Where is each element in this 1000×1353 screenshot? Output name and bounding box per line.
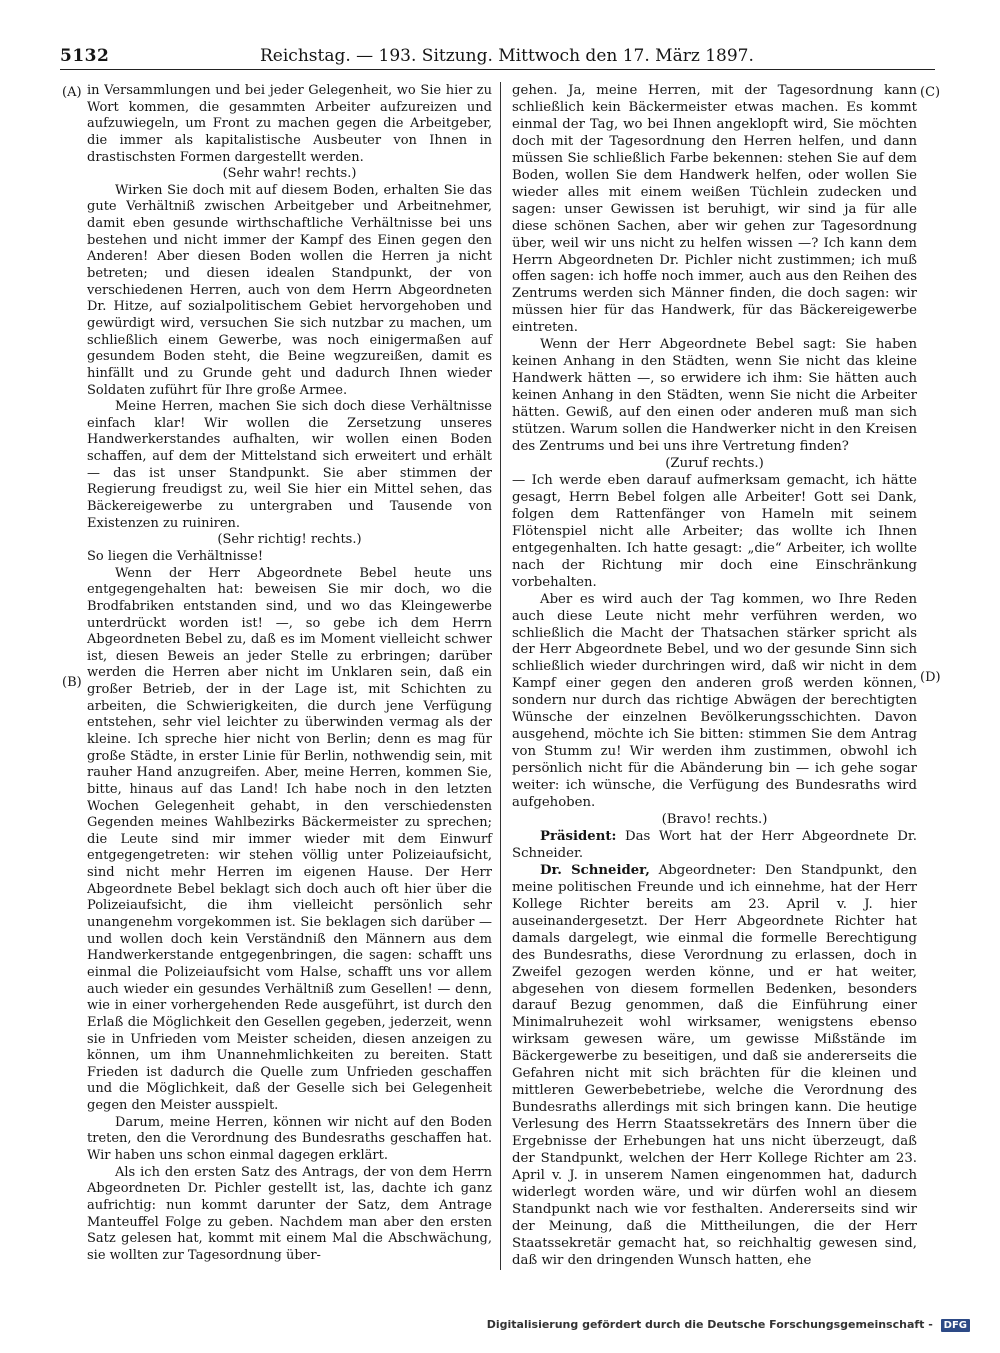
paragraph: Wirken Sie doch mit auf diesem Boden, erhalten Sie das gute Verhältniß zwischen Arbeitgeber und Arbeitnehmer, damit eben gesunde wirthschaftliche Verhältnisse bei uns bestehen und nicht immer der Kampf des Einen gegen den Anderen! Aber diesen Boden wollen die Herren ja nicht betreten; und diesen idealen Standpunkt, der von verschiedenen Herren, auch von dem Herrn Abgeordneten Dr. Hitze, auf sozialpolitischem Gebiet hervorgehoben und gewürdigt wird, versuchen Sie sich nutzbar zu machen, um schließlich einem Gewerbe, was noch einigermaßen auf gesundem Boden steht, die Beine wegzureißen, damit es hinfällt und zu Grunde geht und dadurch Ihnen wieder Soldaten zuführt für Ihre große Armee. (87, 182, 492, 398)
page-number: 5132 (60, 46, 110, 66)
speech-paragraph (512, 829, 917, 863)
paragraph: — Ich werde eben darauf aufmerksam gemacht, ich hätte gesagt, Herrn Bebel folgen alle Arbeiter! Gott sei Dank, folgen dem Rattenfänger von Hameln mit seinem Flötenspiel nicht alle Arbeiter; das wollte ich Ihnen entgegenhalten. Ich hatte gesagt: „die“ Arbeiter, ich wollte nach der Richtung mir doch eine Einschränkung vorbehalten. (512, 472, 917, 590)
speaker-name: Präsident: (540, 828, 617, 844)
paragraph: in Versammlungen und bei jeder Gelegenheit, wo Sie hier zu Wort kommen, die gesammten Arbeiter aufzureizen und aufzuwiegeln, um Front zu machen gegen die Arbeitgeber, die immer als kapitalistische Ausbeuter von Ihnen in drastischsten Formen dargestellt werden. (87, 83, 492, 165)
margin-marker-b: (B) (62, 675, 82, 690)
paragraph: Als ich den ersten Satz des Antrags, der von dem Herrn Abgeordneten Dr. Pichler gestellt ist, las, dachte ich ganz aufrichtig: nun kommt darunter der Satz, dem Antrage Manteuffel Folge zu geben. Nachdem man aber den ersten Satz gelesen hat, kommt mit einem Mal die Abschwächung, sie wollten zur Tagesordnung über- (87, 1164, 492, 1263)
interjection: (Bravo! rechts.) (661, 811, 768, 827)
speech-text: Das Wort hat der Herr Abgeordnete Dr. Schneider. (512, 828, 917, 861)
paragraph: Meine Herren, machen Sie sich doch diese Verhältnisse einfach klar! Wir wollen die Zersetzung unseres Handwerkerstandes aufhalten, wir wollen einen Boden schaffen, auf dem der Mittelstand sich erweitert und erhält — das ist unser Standpunkt. Sie aber stimmen der Regierung freudigst zu, weil Sie hier ein Mittel sehen, das Bäckereigewerbe zu untergraben und Tausende von Existenzen zu ruiniren. (87, 399, 492, 531)
paragraph: Wenn der Herr Abgeordnete Bebel heute uns entgegengehalten hat: beweisen Sie mir doch, wo die Brodfabriken entstanden sind, und wo das Kleingewerbe unterdrückt worden ist! —, so gebe ich dem Herrn Abgeordneten Bebel zu, daß es im Moment vielleicht schwer ist, diesen Beweis an jeder Stelle zu erbringen; darüber werden die Herren aber nicht im Unklaren sein, daß ein großer Betrieb, der in der Lage ist, mit Schichten zu arbeiten, die Schwierigkeiten, die durch jene Verfügung entstehen, sehr viel leichter zu überwinden vermag als der kleine. Ich spreche hier nicht von Berlin; denn es mag für große Städte, in erster Linie für Berlin, nothwendig sein, mit rauher Hand anzugreifen. Aber, meine Herren, kommen Sie, bitte, hinaus auf das Land! Ich habe noch in den letzten Wochen Gelegenheit gehabt, in den verschiedensten Gegenden meines Wahlbezirks Bäckermeister zu sprechen; die Leute sind mir immer wieder mit dem Einwurf entgegengetreten: wir stehen völlig unter Polizeiaufsicht, sind nicht mehr Herren im eigenen Hause. Der Herr Abgeordnete Bebel beklagt sich doch auch oft hier über die Polizeiaufsicht, die ihm vielleicht persönlich sehr unangenehm vorgekommen ist. Sie beklagen sich darüber — und wollen doch kein Verständniß den Männern aus dem Handwerkerstande entgegenbringen, die sagen: schafft uns einmal die Polizeiaufsicht vom Halse, schafft uns vor allem auch wieder ein gesundes Verhältniß zum Gesellen! — denn, wie in einer vorhergehenden Rede ausgeführt, ist durch den Erlaß die Möglichkeit den Gesellen gegeben, jederzeit, wenn sie in Unfrieden vom Meister scheiden, diesen anzeigen zu können, um ihm Unannehmlichkeiten zu bereiten. Statt Frieden ist dadurch die Quelle zum Unfrieden geschaffen und die Möglichkeit, daß der Geselle sich bei Gelegenheit gegen den Meister ausspielt. (87, 565, 492, 1114)
paragraph: So liegen die Verhältnisse! (87, 548, 264, 564)
speech-text: Abgeordneter: Den Standpunkt, den meine politischen Freunde und ich einnehme, hat der Herr Kollege Richter bereits am 23. April v. J. hier auseinandergesetzt. Der Herr Abgeordnete Richter hat damals dargelegt, wie einmal die formelle Berechtigung des Bundesraths, diese Verordnung zu erlassen, doch in Zweifel gezogen werden könne, und er hat weiter, abgesehen von diesem formellen Bedenken, besonders darauf Bezug genommen, daß die Einführung einer Minimalruhezeit wohl wirksamer, wenigstens ebenso wirksam gewesen wäre, um gewisse Mißstände im Bäckergewerbe zu beseitigen, und daß sie andererseits die Gefahren nicht mit sich brächten für die kleinen und mittleren Gewerbebetriebe, welche die Verordnung des Bundesraths allerdings mit sich bringen kann. Die heutige Verlesung des Herrn Staatssekretärs des Innern über die Ergebnisse der Erhebungen hat uns nicht überzeugt, daß der Standpunkt, welchen der Herr Kollege Richter am 23. April v. J. in unserem Namen eingenommen hat, dadurch widerlegt worden wäre, und wir dürfen wohl an diesem Standpunkt nach wie vor festhalten. Andererseits sind wir der Meinung, daß die Mittheilungen, die der Herr Staatssekretär gemacht hat, so reichhaltig gewesen sind, daß wir den dringenden Wunsch hatten, ehe (512, 862, 918, 1268)
speaker-name: Dr. Schneider, (540, 862, 650, 878)
interjection: (Sehr richtig! rechts.) (217, 532, 362, 548)
right-column (512, 83, 917, 1270)
paragraph: Darum, meine Herren, können wir nicht auf den Boden treten, den die Verordnung des Bundesraths geschaffen hat. Wir haben uns schon einmal dagegen erklärt. (87, 1114, 492, 1163)
margin-marker-d: (D) (920, 670, 941, 685)
paragraph: Wenn der Herr Abgeordnete Bebel sagt: Sie haben keinen Anhang in den Städten, wenn Sie nicht das kleine Handwerk hätten —, so erwidere ich ihm: Sie hätten auch keinen Anhang in den Städten, wenn Sie nicht die Arbeiter hätten. Gewiß, auf den einen oder anderen muß man sich stützen. Warum sollen die Handwerker nicht in den Kreisen des Zentrums und bei uns ihre Vertretung finden? (512, 337, 917, 455)
dfg-logo-icon: DFG (941, 1319, 970, 1332)
column-divider (500, 82, 501, 1270)
paragraph: Aber es wird auch der Tag kommen, wo Ihre Reden auch diese Leute nicht mehr verführen werden, wo schließlich die Macht der Thatsachen stärker spricht als der Herr Abgeordnete Bebel, und wo der gesunde Sinn sich schließlich wieder durchringen wird, daß wir nicht in dem Kampf einer gegen den anderen groß werden können, sondern nur durch das richtige Abwägen der berechtigten Wünsche der einzelnen Bevölkerungsschichten. Davon ausgehend, möchte ich Sie bitten: stimmen Sie dem Antrag von Stumm zu! Wir werden ihm zustimmen, obwohl ich persönlich nicht für die Abänderung bin — ich gehe sogar weiter: ich wünsche, die Verfügung des Bundesraths wird aufgehoben. (512, 591, 917, 811)
interjection: (Zuruf rechts.) (665, 455, 764, 471)
running-title: Reichstag. — 193. Sitzung. Mittwoch den 17. März 1897. (260, 46, 754, 66)
margin-marker-c: (C) (920, 85, 941, 100)
speech-paragraph (512, 863, 917, 1270)
header-rule (60, 69, 935, 70)
paragraph: gehen. Ja, meine Herren, mit der Tagesordnung kann schließlich kein Bäckermeister etwas machen. Es kommt einmal der Tag, wo bei Ihnen angeklopft wird, Sie möchten doch mit der Tagesordnung den Herren helfen, und dann müssen Sie schließlich Farbe bekennen: stehen Sie auf dem Boden, wollen Sie dem Handwerk helfen, oder wollen Sie wieder alles mit einem weißen Tüchlein zudecken und sagen: unser Gewissen ist beruhigt, wir sind ja für alle diese schönen Sachen, aber wir gehen zur Tagesordnung über, weil wir uns nicht zu helfen wissen —? Ich kann dem Herrn Abgeordneten Dr. Pichler nicht zustimmen; ich muß offen sagen: ich hoffe noch immer, auch aus den Reihen des Zentrums werden sich Männer finden, die doch sagen: wir müssen hier für das Handwerk, für das Bäckereigewerbe eintreten. (512, 83, 917, 336)
margin-marker-a: (A) (62, 85, 82, 100)
page-header (60, 44, 935, 70)
footer-text: Digitalisierung gefördert durch die Deutsche Forschungsgemeinschaft - (486, 1318, 933, 1331)
left-column (87, 83, 492, 1264)
digitization-footer (487, 1318, 970, 1332)
interjection: (Sehr wahr! rechts.) (222, 166, 357, 182)
